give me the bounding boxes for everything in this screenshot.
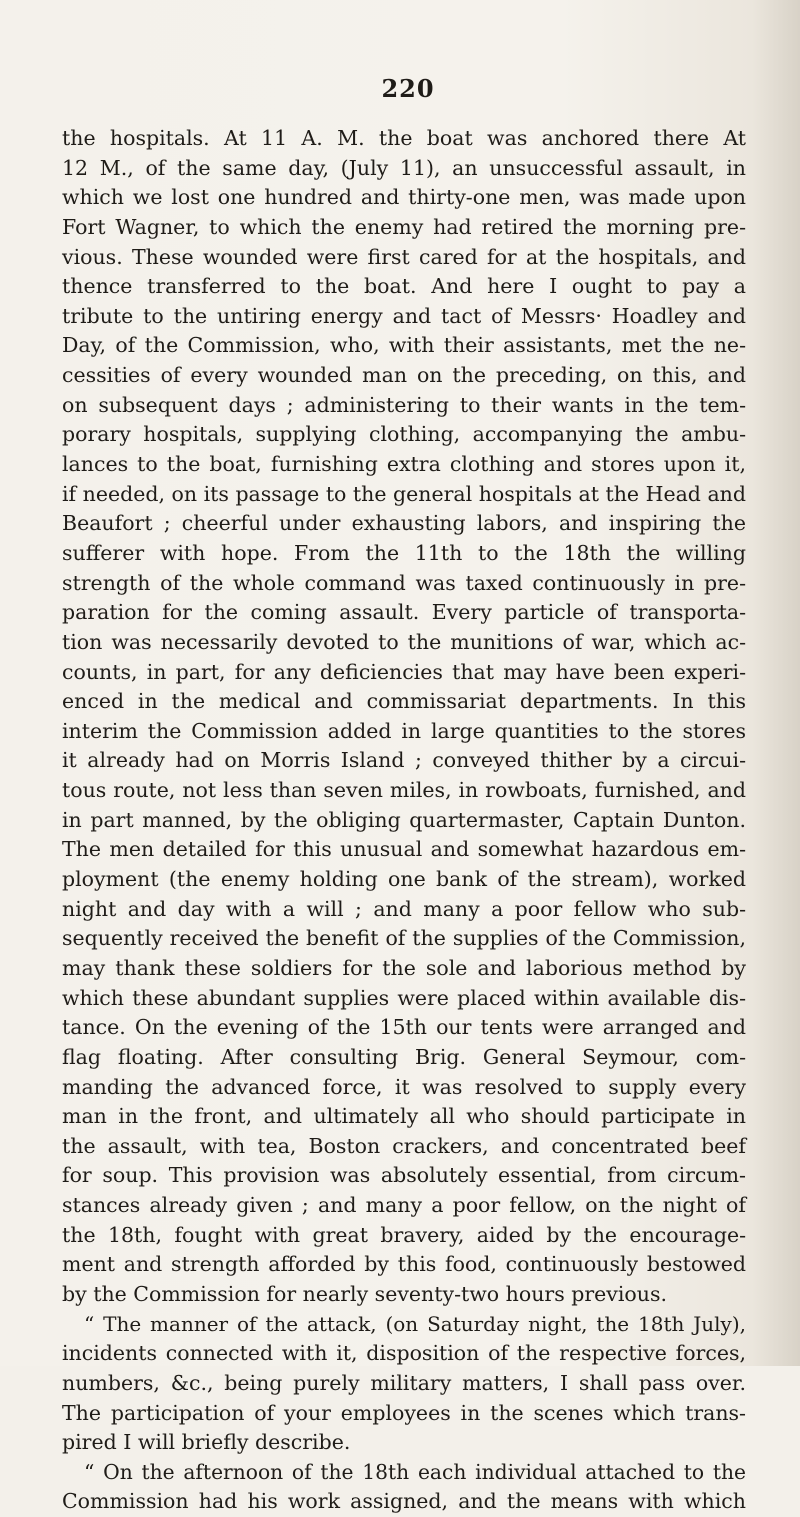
text-line: tance. On the evening of the 15th our tents were arranged and — [62, 1015, 746, 1040]
text-line: paration for the coming assault. Every particle of transporta- — [62, 600, 746, 625]
text-line: if needed, on its passage to the general hospitals at the Head and — [62, 481, 746, 506]
text-line: the 18th, fought with great bravery, aided by the encourage- — [62, 1222, 746, 1247]
text-line: interim the Commission added in large quantities to the stores — [62, 718, 746, 743]
text-line: The participation of your employees in the scenes which trans- — [62, 1400, 746, 1425]
text-line: ployment (the enemy holding one bank of the stream), worked — [62, 867, 746, 892]
text-line: porary hospitals, supplying clothing, accompanying the ambu- — [62, 422, 746, 447]
text-line: tion was necessarily devoted to the munitions of war, which ac- — [62, 629, 746, 654]
text-line: Beaufort ; cheerful under exhausting labors, and inspiring the — [62, 511, 746, 536]
text-line: night and day with a will ; and many a poor fellow who sub- — [62, 896, 746, 921]
text-line: tribute to the untiring energy and tact of Messrs· Hoadley and — [62, 303, 746, 328]
text-line: “ The manner of the attack, (on Saturday night, the 18th July), — [84, 1311, 746, 1336]
text-line: flag floating. After consulting Brig. General Seymour, com- — [62, 1044, 746, 1069]
text-line: man in the front, and ultimately all who should participate in — [62, 1104, 746, 1129]
body-text — [62, 124, 746, 1517]
text-line: it already had on Morris Island ; conveyed thither by a circui- — [62, 748, 746, 773]
text-line: counts, in part, for any deficiencies that may have been experi- — [62, 659, 746, 684]
text-line: strength of the whole command was taxed continuously in pre- — [62, 570, 746, 595]
text-line: The men detailed for this unusual and somewhat hazardous em- — [62, 837, 746, 862]
text-line: incidents connected with it, disposition of the respective forces, — [62, 1341, 746, 1366]
text-line: may thank these soldiers for the sole and laborious method by — [62, 955, 746, 980]
page-number: 220 — [381, 74, 435, 103]
text-line: ment and strength afforded by this food, continuously bestowed — [62, 1252, 746, 1277]
text-line: Day, of the Commission, who, with their assistants, met the ne- — [62, 333, 746, 358]
text-line: cessities of every wounded man on the preceding, on this, and — [62, 363, 746, 388]
text-line: which we lost one hundred and thirty-one men, was made upon — [62, 185, 746, 210]
text-line: tous route, not less than seven miles, in rowboats, furnished, and — [62, 778, 746, 803]
text-line: the assault, with tea, Boston crackers, and concentrated beef — [62, 1133, 746, 1158]
text-line: vious. These wounded were first cared for at the hospitals, and — [62, 244, 746, 269]
text-line: pired I will briefly describe. — [62, 1430, 351, 1455]
text-line: thence transferred to the boat. And here I ought to pay a — [62, 274, 746, 299]
text-line: for soup. This provision was absolutely essential, from circum- — [62, 1163, 746, 1188]
text-line: in part manned, by the obliging quartermaster, Captain Dunton. — [62, 807, 746, 832]
text-line: on subsequent days ; administering to their wants in the tem- — [62, 392, 746, 417]
text-line: numbers, &c., being purely military matters, I shall pass over. — [62, 1370, 746, 1395]
text-line: Commission had his work assigned, and the means with which — [62, 1489, 746, 1514]
text-line: sufferer with hope. From the 11th to the 18th the willing — [62, 540, 746, 565]
text-line: manding the advanced force, it was resolved to supply every — [62, 1074, 746, 1099]
text-line: by the Commission for nearly seventy-two hours previous. — [62, 1281, 668, 1306]
text-line: stances already given ; and many a poor fellow, on the night of — [62, 1193, 746, 1218]
text-line: “ On the afternoon of the 18th each individual attached to the — [84, 1459, 746, 1484]
text-line: which these abundant supplies were placed within available dis- — [62, 985, 746, 1010]
text-line: the hospitals. At 11 A. M. the boat was anchored there At — [62, 126, 746, 150]
text-line: enced in the medical and commissariat departments. In this — [62, 689, 746, 714]
text-line: 12 M., of the same day, (July 11), an unsuccessful assault, in — [62, 155, 746, 180]
text-line: lances to the boat, furnishing extra clothing and stores upon it, — [62, 452, 746, 477]
text-line: sequently received the benefit of the supplies of the Commission, — [62, 926, 746, 951]
text-line: Fort Wagner, to which the enemy had retired the morning pre- — [62, 214, 746, 239]
